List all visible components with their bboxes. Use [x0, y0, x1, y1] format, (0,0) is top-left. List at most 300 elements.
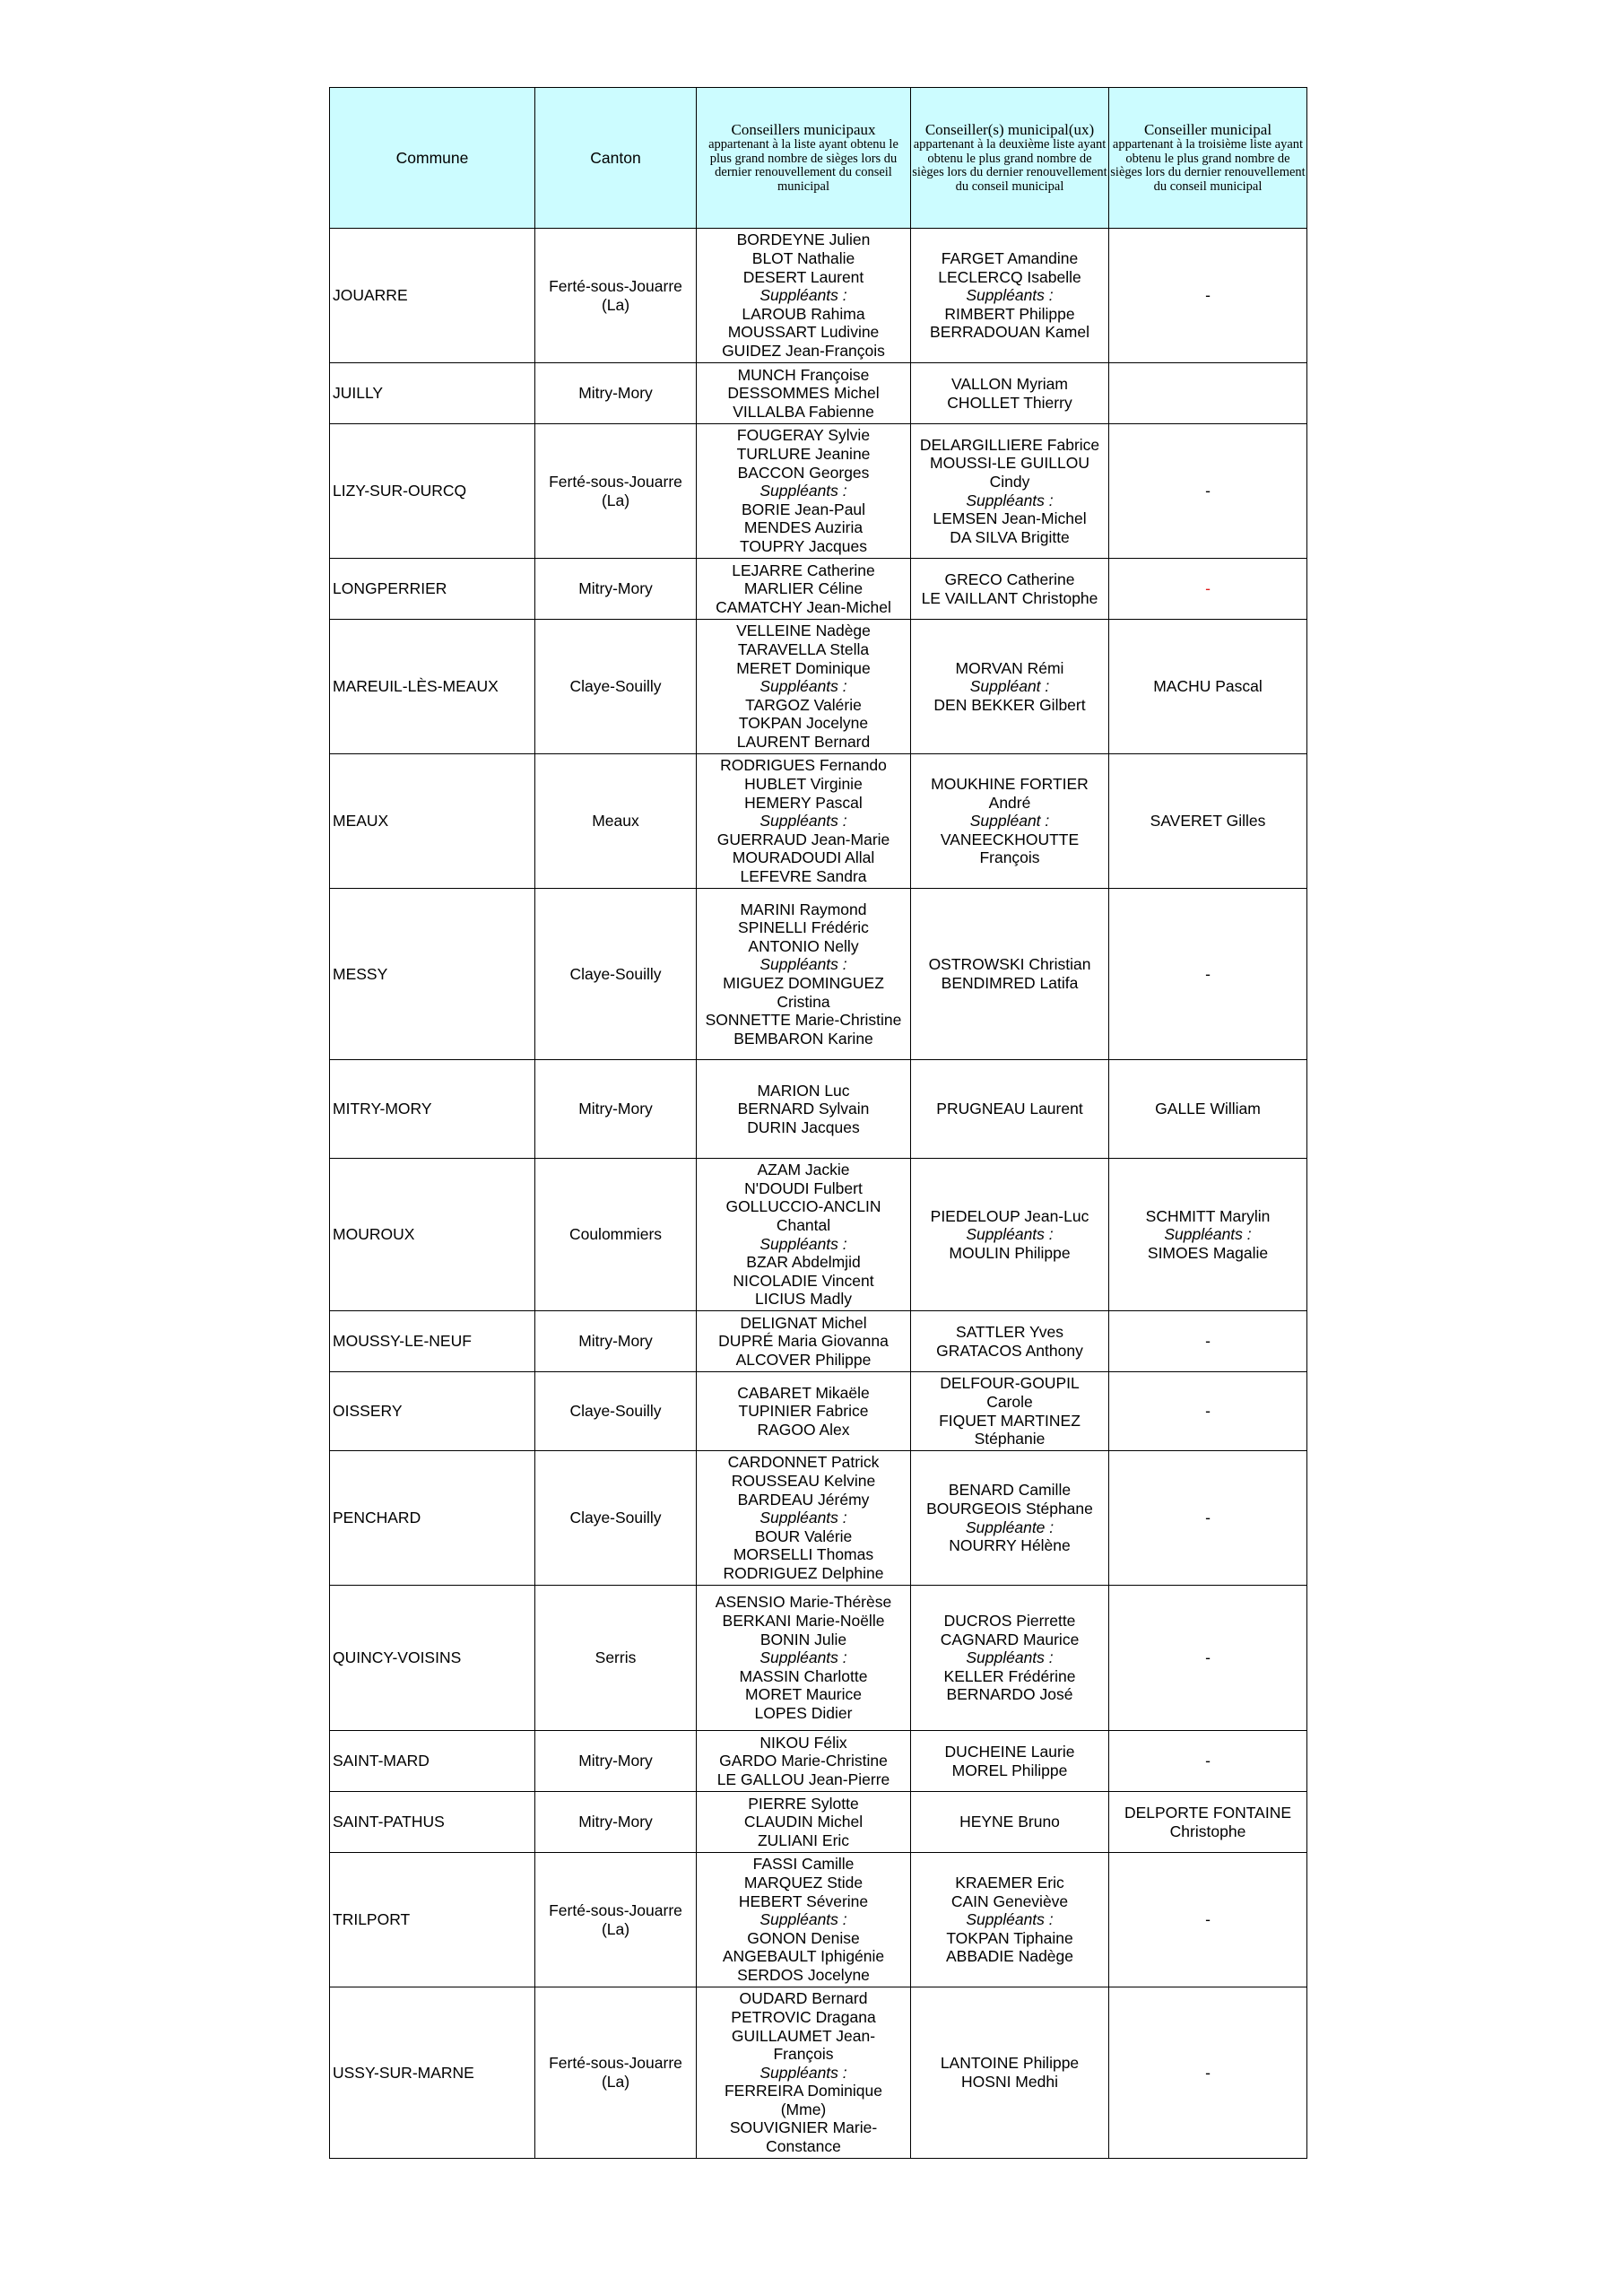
header-list2 [911, 88, 1109, 229]
councillor-name: DUCROS Pierrette [943, 1612, 1076, 1631]
table-row [330, 1792, 1307, 1853]
canton-name: Mitry-Mory [578, 384, 653, 403]
substitutes-label: Suppléante : [965, 1518, 1055, 1536]
list1-cell [697, 1586, 911, 1731]
councillor-name: BEMBARON Karine [733, 1029, 873, 1048]
councillor-name: MORET Maurice [745, 1685, 862, 1704]
list1-cell [697, 363, 911, 424]
councillor-name: HOSNI Medhi [961, 2073, 1058, 2091]
list2-cell [911, 889, 1109, 1060]
header-list3-subtitle: appartenant à la troisième liste ayant obtenu le plus grand nombre de sièges lors du dernier renouvellement du conseil municipal [1110, 137, 1306, 194]
canton-name: Mitry-Mory [578, 1813, 653, 1831]
councillor-name: MARLIER Céline [743, 579, 864, 598]
commune-cell: MESSY [330, 889, 535, 1060]
councillor-name: François [773, 2045, 834, 2064]
table-row [330, 1311, 1307, 1372]
councillor-name: Chantal [776, 1215, 831, 1234]
councillor-name: ASENSIO Marie-Thérèse [715, 1593, 892, 1612]
substitutes-label: Suppléants : [966, 1910, 1054, 1929]
empty-dash: - [1205, 286, 1211, 305]
councillor-name: N'DOUDI Fulbert [744, 1178, 863, 1197]
empty-dash: - [1205, 1332, 1211, 1351]
councillor-name: MERET Dominique [736, 658, 871, 677]
substitutes-label: Suppléants : [1164, 1225, 1252, 1244]
councillor-name: MACHU Pascal [1153, 677, 1263, 696]
councillor-name: DUCHEINE Laurie [944, 1742, 1075, 1761]
list1-cell [697, 229, 911, 363]
table-header [330, 88, 1307, 229]
councillor-name: LECLERCQ Isabelle [938, 267, 1081, 286]
councillor-name: ALCOVER Philippe [735, 1350, 872, 1369]
canton-cell [535, 363, 697, 424]
empty-dash: - [1205, 1910, 1211, 1929]
header-list2-title: Conseiller(s) municipal(ux) [924, 121, 1095, 138]
councillor-name: MORVAN Rémi [955, 658, 1064, 677]
councillor-name: BZAR Abdelmjid [746, 1253, 861, 1272]
list1-cell [697, 889, 911, 1060]
councillor-name: ABBADIE Nadège [945, 1947, 1074, 1966]
canton-name: Claye-Souilly [569, 1402, 662, 1421]
councillor-name: MOUSSI-LE GUILLOU [930, 454, 1089, 473]
canton-name: Claye-Souilly [569, 677, 662, 696]
councillor-name: BOUR Valérie [754, 1526, 853, 1545]
canton-name: Claye-Souilly [569, 964, 662, 983]
councillor-name: BARDEAU Jérémy [737, 1490, 870, 1509]
list2-cell [911, 1586, 1109, 1731]
table-row [330, 424, 1307, 559]
table-row [330, 1586, 1307, 1731]
councillor-name: KELLER Frédérine [943, 1666, 1076, 1685]
councillor-name: LAROUB Rahima [742, 304, 865, 323]
header-list3 [1109, 88, 1307, 229]
header-list1 [697, 88, 911, 229]
councillor-name: LANTOINE Philippe [940, 2054, 1080, 2073]
councillor-name: BERKANI Marie-Noëlle [722, 1612, 885, 1631]
councillor-name: ANGEBAULT Iphigénie [722, 1947, 885, 1966]
substitutes-label: Suppléants : [966, 286, 1054, 305]
empty-dash: - [1205, 1509, 1211, 1527]
councillor-name: PRUGNEAU Laurent [936, 1100, 1083, 1118]
councillor-name: SATTLER Yves [956, 1322, 1063, 1341]
councillor-name: MARQUEZ Stide [743, 1874, 864, 1892]
councillor-name: CAIN Geneviève [950, 1892, 1069, 1910]
table-row [330, 889, 1307, 1060]
substitutes-label: Suppléants : [759, 812, 847, 831]
list3-cell [1109, 559, 1307, 620]
list3-cell [1109, 1853, 1307, 1987]
list3-cell [1109, 1451, 1307, 1586]
councillor-name: OUDARD Bernard [739, 1989, 868, 2008]
header-list3-title: Conseiller municipal [1143, 121, 1272, 138]
list3-cell [1109, 424, 1307, 559]
commune-cell: JUILLY [330, 363, 535, 424]
councillor-name: DELPORTE FONTAINE [1124, 1803, 1292, 1822]
councillor-name: VILLALBA Fabienne [733, 402, 874, 421]
councillor-name: LOPES Didier [754, 1703, 853, 1722]
councillor-name: FIQUET MARTINEZ [939, 1411, 1081, 1430]
table-row [330, 1372, 1307, 1451]
councillor-name: DELARGILLIERE Fabrice [919, 435, 1100, 454]
empty-dash: - [1205, 579, 1211, 598]
list2-cell [911, 1853, 1109, 1987]
councillor-name: MIGUEZ DOMINGUEZ [723, 974, 884, 992]
list3-cell [1109, 229, 1307, 363]
councillor-name: MORSELLI Thomas [733, 1545, 874, 1564]
councillor-name: BERRADOUAN Kamel [930, 323, 1089, 342]
councillor-name: GUIDEZ Jean-François [722, 341, 885, 360]
councillor-name: MARION Luc [757, 1081, 850, 1100]
commune-cell: LIZY-SUR-OURCQ [330, 424, 535, 559]
councillor-name: FERREIRA Dominique [724, 2082, 883, 2100]
table-row [330, 754, 1307, 889]
councillor-name: MOULIN Philippe [949, 1243, 1071, 1262]
councillor-name: MOUKHINE FORTIER [931, 775, 1089, 794]
table-row [330, 1853, 1307, 1987]
table-row [330, 1731, 1307, 1792]
councillor-name: TUPINIER Fabrice [738, 1402, 869, 1421]
commune-cell: JOUARRE [330, 229, 535, 363]
canton-name: (La) [601, 2073, 630, 2091]
councillor-name: HUBLET Virginie [744, 775, 863, 794]
commune-cell: MITRY-MORY [330, 1060, 535, 1159]
canton-name: Coulommiers [568, 1225, 663, 1244]
commune-cell: PENCHARD [330, 1451, 535, 1586]
councillor-name: GOLLUCCIO-ANCLIN [725, 1197, 881, 1216]
canton-name: Mitry-Mory [578, 1752, 653, 1770]
list1-cell [697, 1311, 911, 1372]
header-canton: Canton [535, 88, 697, 229]
councillor-name: BENDIMRED Latifa [941, 974, 1079, 992]
header-row [330, 88, 1307, 229]
canton-cell [535, 620, 697, 754]
councillor-name: HEBERT Séverine [738, 1892, 869, 1910]
councillor-name: DELFOUR-GOUPIL [940, 1374, 1080, 1393]
substitutes-label: Suppléant : [969, 812, 1050, 831]
list1-cell [697, 1731, 911, 1792]
councillor-name: LICIUS Madly [755, 1290, 852, 1309]
councillor-name: NIKOU Félix [759, 1733, 847, 1752]
councillor-name: DEN BEKKER Gilbert [933, 695, 1086, 714]
canton-name: Claye-Souilly [569, 1509, 662, 1527]
substitutes-label: Suppléants : [759, 1509, 847, 1527]
substitutes-label: Suppléants : [759, 1234, 847, 1253]
councillor-name: DESERT Laurent [742, 267, 864, 286]
canton-cell [535, 1372, 697, 1451]
councillor-name: PIERRE Sylotte [748, 1794, 859, 1813]
councillor-name: MASSIN Charlotte [739, 1666, 868, 1685]
canton-cell [535, 1731, 697, 1792]
councillor-name: TARGOZ Valérie [745, 695, 862, 714]
councillor-name: TOUPRY Jacques [739, 536, 868, 555]
list1-cell [697, 1987, 911, 2159]
councillor-name: (Mme) [780, 2100, 827, 2118]
councillor-name: Constance [766, 2137, 841, 2156]
list1-cell [697, 1159, 911, 1311]
header-list1-title: Conseillers municipaux [731, 121, 876, 138]
canton-cell [535, 559, 697, 620]
list3-cell [1109, 1987, 1307, 2159]
substitutes-label: Suppléants : [966, 491, 1054, 509]
councillor-name: MUNCH Françoise [737, 365, 870, 384]
councillor-name: RAGOO Alex [757, 1420, 850, 1439]
list1-cell [697, 754, 911, 889]
councillor-name: ROUSSEAU Kelvine [731, 1472, 876, 1491]
list1-cell [697, 424, 911, 559]
commune-cell: MOUROUX [330, 1159, 535, 1311]
list2-cell [911, 1060, 1109, 1159]
list3-cell [1109, 889, 1307, 1060]
councillor-name: CLAUDIN Michel [743, 1813, 864, 1831]
empty-dash: - [1205, 2063, 1211, 2082]
canton-name: Mitry-Mory [578, 1100, 653, 1118]
councillor-name: LAURENT Bernard [736, 732, 871, 751]
councillor-name: DELIGNAT Michel [740, 1313, 867, 1332]
councillor-name: VALLON Myriam [951, 374, 1068, 393]
empty-dash: - [1205, 1752, 1211, 1770]
substitutes-label: Suppléants : [759, 482, 847, 500]
councillor-name: SIMOES Magalie [1147, 1243, 1269, 1262]
list3-cell [1109, 1792, 1307, 1853]
substitutes-label: Suppléants : [759, 677, 847, 696]
councillor-name: GUERRAUD Jean-Marie [716, 830, 890, 848]
commune-cell: SAINT-PATHUS [330, 1792, 535, 1853]
empty-dash: - [1205, 1648, 1211, 1667]
councillor-name: LEFEVRE Sandra [740, 866, 867, 885]
list1-cell [697, 559, 911, 620]
list1-cell [697, 1060, 911, 1159]
canton-name: (La) [601, 295, 630, 314]
councillor-name: MARINI Raymond [740, 900, 867, 918]
canton-cell [535, 889, 697, 1060]
commune-cell: MEAUX [330, 754, 535, 889]
councillor-name: FARGET Amandine [941, 249, 1079, 268]
councillor-name: DURIN Jacques [747, 1118, 860, 1136]
councillor-name: SERDOS Jocelyne [737, 1965, 870, 1984]
councillor-name: CAMATCHY Jean-Michel [716, 597, 891, 616]
councillor-name: SAVERET Gilles [1150, 812, 1266, 831]
substitutes-label: Suppléants : [966, 1225, 1054, 1244]
councillor-name: VELLEINE Nadège [736, 622, 871, 640]
councillor-name: CHOLLET Thierry [947, 393, 1072, 412]
councillor-name: DA SILVA Brigitte [950, 527, 1070, 546]
councillor-name: TARAVELLA Stella [737, 640, 870, 659]
councillor-name: GARDO Marie-Christine [719, 1752, 888, 1770]
councillor-name: HEYNE Bruno [959, 1813, 1060, 1831]
list3-cell [1109, 1586, 1307, 1731]
substitutes-label: Suppléants : [759, 286, 847, 305]
councillor-name: Carole [986, 1392, 1033, 1411]
list1-cell [697, 620, 911, 754]
canton-name: Meaux [592, 812, 639, 831]
list3-cell [1109, 1159, 1307, 1311]
councillor-name: LEJARRE Catherine [732, 561, 875, 579]
table-row [330, 620, 1307, 754]
substitutes-label: Suppléants : [759, 955, 847, 974]
list1-cell [697, 1853, 911, 1987]
canton-cell [535, 1451, 697, 1586]
list3-cell [1109, 1731, 1307, 1792]
substitutes-label: Suppléants : [759, 1910, 847, 1929]
councillor-name: Christophe [1169, 1822, 1246, 1840]
canton-name: Mitry-Mory [578, 1332, 653, 1351]
councillor-name: BORDEYNE Julien [736, 230, 871, 249]
list3-cell [1109, 1372, 1307, 1451]
list3-cell [1109, 620, 1307, 754]
councillor-name: GRATACOS Anthony [936, 1341, 1083, 1360]
table-row [330, 1987, 1307, 2159]
councillor-name: TOKPAN Tiphaine [946, 1928, 1073, 1947]
list1-cell [697, 1372, 911, 1451]
councillor-name: RODRIGUES Fernando [720, 756, 887, 775]
canton-cell [535, 754, 697, 889]
councillor-name: SOUVIGNIER Marie- [729, 2118, 878, 2137]
table-row [330, 1159, 1307, 1311]
councillor-name: LE VAILLANT Christophe [921, 588, 1098, 607]
councillor-name: RODRIGUEZ Delphine [723, 1563, 884, 1582]
councillor-name: NICOLADIE Vincent [733, 1271, 874, 1290]
list2-cell [911, 229, 1109, 363]
header-list2-subtitle: appartenant à la deuxième liste ayant obtenu le plus grand nombre de sièges lors du dernier renouvellement du conseil municipal [912, 137, 1107, 194]
councillor-name: SPINELLI Frédéric [738, 918, 869, 937]
councillors-table [329, 87, 1307, 2159]
table-row [330, 1451, 1307, 1586]
list3-cell [1109, 1311, 1307, 1372]
councillor-name: ZULIANI Eric [757, 1831, 850, 1849]
empty-dash: - [1205, 482, 1211, 500]
canton-name: Ferté-sous-Jouarre [549, 1900, 682, 1919]
councillor-name: MOURADOUDI Allal [732, 848, 875, 867]
councillor-name: TOKPAN Jocelyne [738, 714, 869, 733]
table-body [330, 229, 1307, 2159]
councillor-name: VANEECKHOUTTE [940, 830, 1080, 848]
councillor-name: GALLE William [1155, 1100, 1261, 1118]
canton-name: (La) [601, 1919, 630, 1938]
empty-dash: - [1205, 964, 1211, 983]
commune-cell: OISSERY [330, 1372, 535, 1451]
list2-cell [911, 1159, 1109, 1311]
commune-cell: MAREUIL-LÈS-MEAUX [330, 620, 535, 754]
councillor-name: FASSI Camille [752, 1855, 855, 1874]
commune-cell: LONGPERRIER [330, 559, 535, 620]
canton-cell [535, 229, 697, 363]
councillor-name: SCHMITT Marylin [1145, 1206, 1271, 1225]
canton-name: Serris [595, 1648, 637, 1667]
list2-cell [911, 1451, 1109, 1586]
canton-name: Mitry-Mory [578, 579, 653, 598]
councillor-name: BONIN Julie [759, 1630, 847, 1648]
councillor-name: RIMBERT Philippe [944, 304, 1075, 323]
canton-cell [535, 1586, 697, 1731]
councillor-name: BORIE Jean-Paul [741, 500, 866, 518]
canton-cell [535, 1792, 697, 1853]
header-list1-subtitle: appartenant à la liste ayant obtenu le plus grand nombre de sièges lors du dernier renouvellement du conseil municipal [708, 137, 898, 194]
councillor-name: Cindy [989, 472, 1030, 491]
substitutes-label: Suppléant : [969, 677, 1050, 696]
canton-name: (La) [601, 491, 630, 509]
canton-cell [535, 1311, 697, 1372]
councillor-name: MOREL Philippe [951, 1761, 1068, 1779]
councillor-name: DESSOMMES Michel [727, 384, 880, 403]
councillor-name: FOUGERAY Sylvie [736, 426, 871, 445]
canton-name: Ferté-sous-Jouarre [549, 472, 682, 491]
list2-cell [911, 363, 1109, 424]
list2-cell [911, 1731, 1109, 1792]
councillor-name: CABARET Mikaële [737, 1383, 870, 1402]
councillor-name: LE GALLOU Jean-Pierre [716, 1770, 890, 1788]
councillor-name: AZAM Jackie [757, 1161, 850, 1179]
list1-cell [697, 1451, 911, 1586]
councillor-name: BACCON Georges [737, 463, 870, 482]
list2-cell [911, 620, 1109, 754]
canton-cell [535, 1853, 697, 1987]
councillor-name: Stéphanie [974, 1430, 1046, 1448]
canton-cell [535, 1987, 697, 2159]
list3-cell [1109, 754, 1307, 889]
list2-cell [911, 1792, 1109, 1853]
councillor-name: BENARD Camille [948, 1481, 1072, 1500]
list3-cell [1109, 1060, 1307, 1159]
councillor-name: OSTROWSKI Christian [928, 955, 1091, 974]
commune-cell: SAINT-MARD [330, 1731, 535, 1792]
table-row [330, 559, 1307, 620]
list2-cell [911, 1987, 1109, 2159]
canton-cell [535, 1060, 697, 1159]
councillor-name: André [988, 793, 1031, 812]
list2-cell [911, 1311, 1109, 1372]
councillor-name: DUPRÉ Maria Giovanna [718, 1332, 889, 1351]
councillor-name: CAGNARD Maurice [940, 1630, 1080, 1648]
canton-cell [535, 424, 697, 559]
substitutes-label: Suppléants : [759, 2063, 847, 2082]
councillor-name: PIEDELOUP Jean-Luc [930, 1206, 1089, 1225]
councillor-name: GRECO Catherine [944, 570, 1075, 588]
header-commune: Commune [330, 88, 535, 229]
councillor-name: LEMSEN Jean-Michel [933, 509, 1087, 528]
list2-cell [911, 1372, 1109, 1451]
table-row [330, 1060, 1307, 1159]
list2-cell [911, 559, 1109, 620]
list1-cell [697, 1792, 911, 1853]
councillor-name: SONNETTE Marie-Christine [705, 1011, 902, 1030]
substitutes-label: Suppléants : [966, 1648, 1054, 1667]
councillor-name: CARDONNET Patrick [727, 1453, 880, 1472]
commune-cell: TRILPORT [330, 1853, 535, 1987]
councillor-name: GONON Denise [747, 1928, 860, 1947]
list3-cell [1109, 363, 1307, 424]
table-row [330, 363, 1307, 424]
commune-cell: QUINCY-VOISINS [330, 1586, 535, 1731]
list2-cell [911, 754, 1109, 889]
commune-cell: MOUSSY-LE-NEUF [330, 1311, 535, 1372]
councillor-name: BERNARDO José [946, 1685, 1073, 1704]
list2-cell [911, 424, 1109, 559]
councillor-name: ANTONIO Nelly [748, 936, 859, 955]
councillor-name: PETROVIC Dragana [731, 2007, 876, 2026]
canton-name: Ferté-sous-Jouarre [549, 2054, 682, 2073]
councillor-name: Cristina [777, 992, 830, 1011]
commune-cell: USSY-SUR-MARNE [330, 1987, 535, 2159]
empty-dash: - [1205, 1402, 1211, 1421]
councillor-name: MOUSSART Ludivine [727, 323, 880, 342]
canton-name: Ferté-sous-Jouarre [549, 276, 682, 295]
councillor-name: HEMERY Pascal [744, 793, 863, 812]
canton-cell [535, 1159, 697, 1311]
substitutes-label: Suppléants : [759, 1648, 847, 1667]
councillor-name: MENDES Auziria [743, 518, 864, 537]
councillor-name: NOURRY Hélène [949, 1536, 1071, 1555]
councillor-name: BOURGEOIS Stéphane [926, 1499, 1093, 1518]
councillor-name: BERNARD Sylvain [737, 1100, 870, 1118]
